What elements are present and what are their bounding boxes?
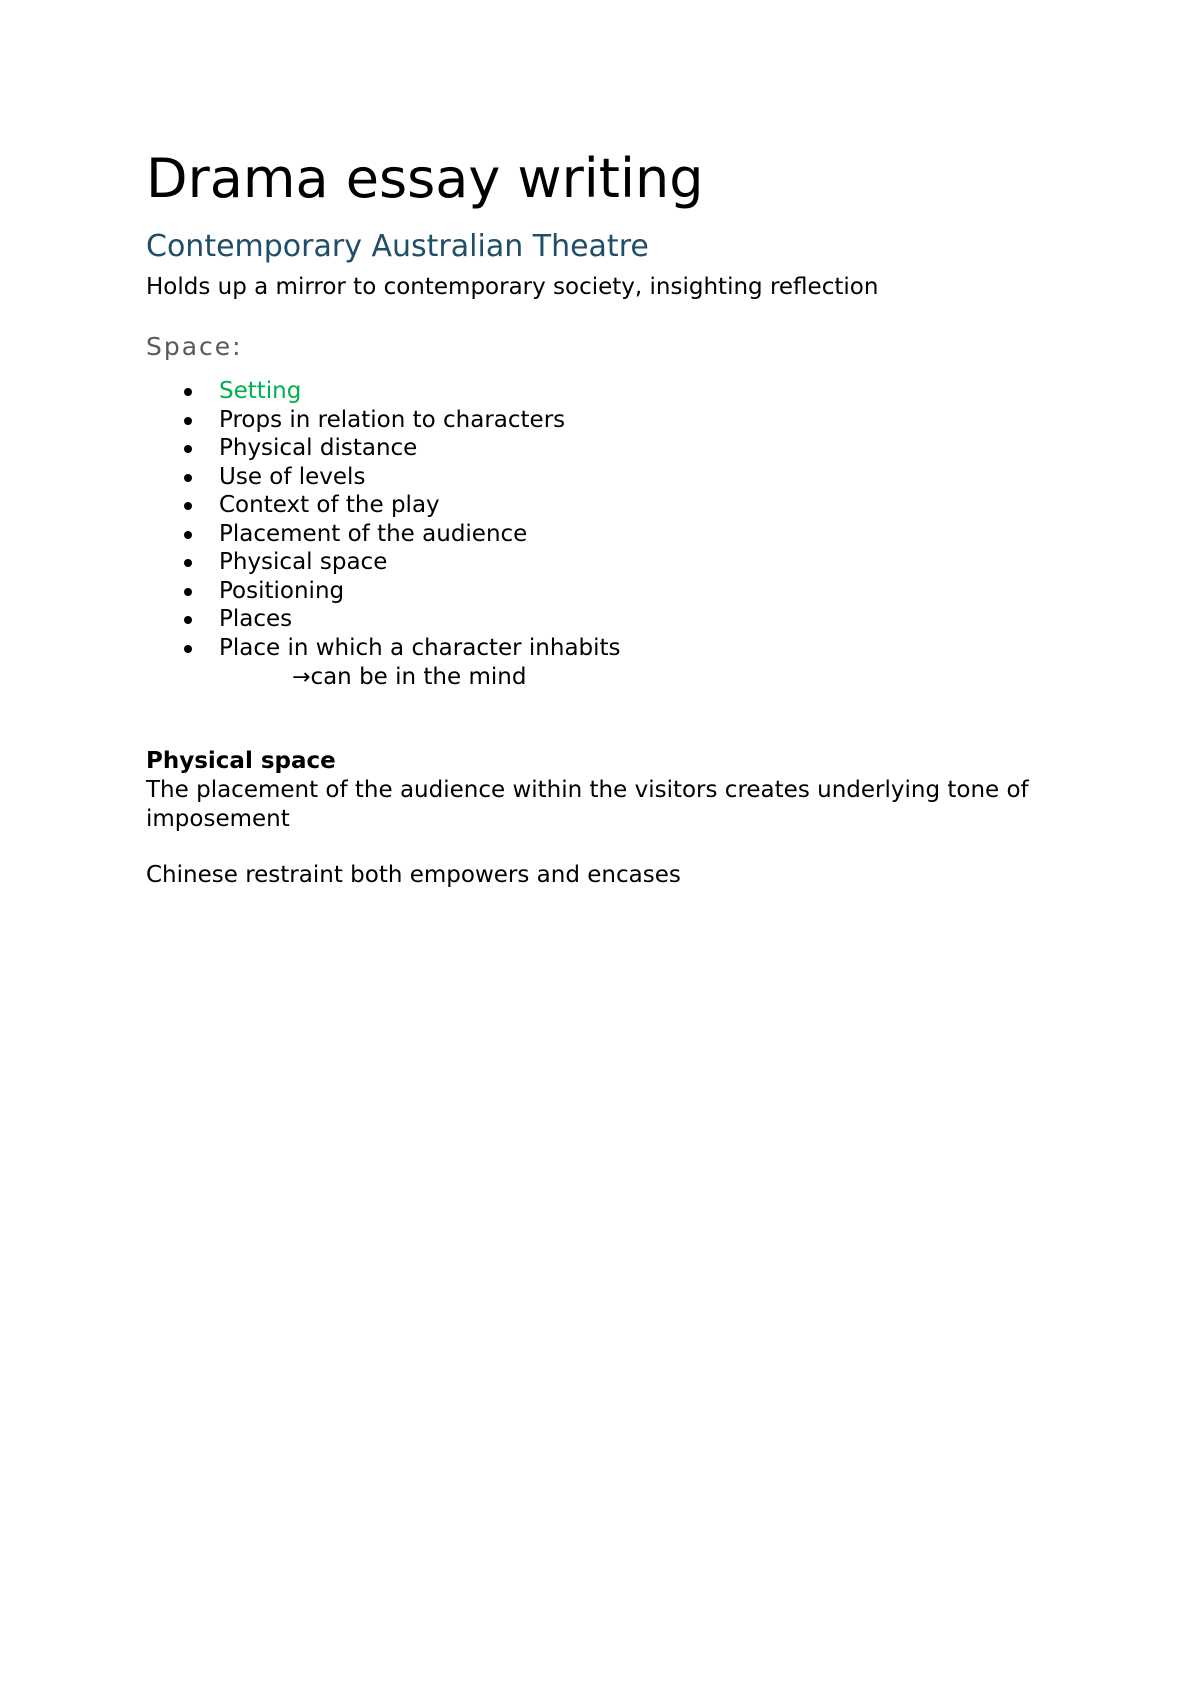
list-item [146,434,621,463]
bullet-icon [184,645,192,653]
list-item-label: Context of the play [219,492,440,518]
document-subtitle: Contemporary Australian Theatre [146,229,649,264]
bullet-icon [184,588,192,596]
bullet-icon [184,531,192,539]
bullet-icon [184,388,192,396]
list-item-label: Props in relation to characters [219,406,566,433]
list-item [146,520,621,549]
bullet-icon [184,445,192,453]
list-item [146,463,621,492]
bullet-icon [184,616,192,624]
bullet-icon [184,474,192,482]
list-item [146,406,621,435]
list-item-label: Physical space [219,549,388,575]
list-item-label: Places [219,606,293,632]
physical-space-heading: Physical space [146,748,336,774]
bullet-icon [184,559,192,567]
bullet-icon [184,502,192,510]
list-item [146,634,621,663]
list-item [146,548,621,577]
space-list [146,377,621,662]
closing-text: Chinese restraint both empowers and encases [146,862,681,888]
list-item-label: Physical distance [219,435,418,461]
list-item [146,491,621,520]
physical-space-body: The placement of the audience within the visitors creates underlying tone of imposement [146,777,1029,832]
document-title: Drama essay writing [146,147,704,210]
list-item [146,377,621,406]
list-item [146,605,621,634]
list-item [146,577,621,606]
intro-text: Holds up a mirror to contemporary society, insighting reflection [146,274,879,300]
list-item-label: Use of levels [219,463,366,490]
arrow-right-icon: → [292,665,311,690]
bullet-icon [184,417,192,425]
sub-note-text: can be in the mind [310,664,527,690]
list-item-label: Positioning [219,577,345,604]
sub-note [292,663,526,692]
list-item-label: Placement of the audience [219,520,528,547]
space-heading: Space: [146,332,243,361]
list-item-label: Place in which a character inhabits [219,634,621,661]
list-item-label: Setting [219,378,302,404]
